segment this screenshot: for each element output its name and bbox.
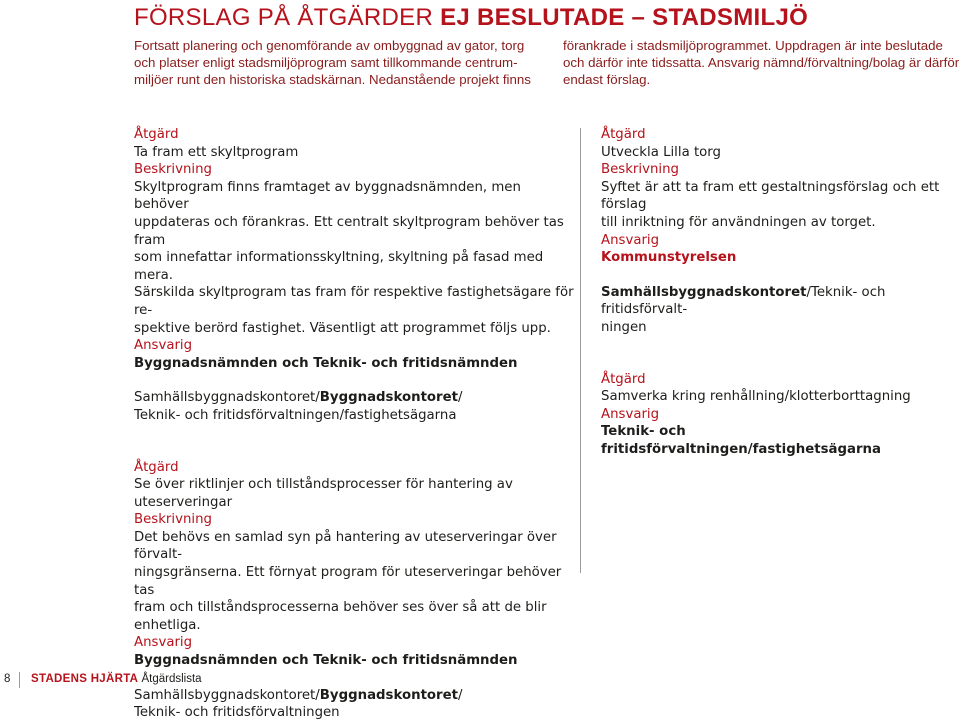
intro-line: miljöer runt den historiska stadskärnan. Nedanstående projekt finns <box>134 72 531 87</box>
responsible-text: Teknik- och fritidsförvaltningen/fastighetsägarna <box>601 424 881 457</box>
description-line: ningsgränserna. Ett förnyat program för uteserveringar behöver tas <box>134 565 562 598</box>
office-text <box>601 284 941 319</box>
intro-line: förankrade i stadsmiljöprogrammet. Uppdragen är inte beslutade <box>563 38 943 53</box>
action-label: Åtgärd <box>601 371 646 387</box>
action-block-skyltprogram <box>134 126 574 425</box>
office-text-line2: Teknik- och fritidsförvaltningen <box>134 705 340 721</box>
intro-line: endast förslag. <box>563 72 651 87</box>
description-line: som innefattar informationsskyltning, skyltning på fasad med mera. <box>134 250 544 283</box>
responsible-text: Kommunstyrelsen <box>601 250 737 266</box>
intro-text-right <box>563 37 960 88</box>
office-text-line2: Teknik- och fritidsförvaltningen/fastighetsägarna <box>134 407 457 423</box>
intro-text-left <box>134 37 544 88</box>
spacer <box>134 372 574 389</box>
intro-line: och platser enligt stadsmiljöprogram samt tillkommande centrum- <box>134 55 518 70</box>
office-slash: / <box>458 687 463 703</box>
action-text: Ta fram ett skyltprogram <box>134 144 299 160</box>
responsible-label: Ansvarig <box>134 635 193 651</box>
responsible-label: Ansvarig <box>601 232 660 248</box>
description-line: fram och tillståndsprocesserna behöver ses över så att de blir enhetliga. <box>134 600 547 633</box>
office-plain: /Teknik- och fritidsförvalt- <box>601 284 886 318</box>
description-line: Det behövs en samlad syn på hantering av uteserveringar över förvalt- <box>134 529 557 563</box>
description-label: Beskrivning <box>134 512 212 528</box>
action-block-lilla-torg <box>601 126 941 337</box>
action-block-renhallning <box>601 371 941 459</box>
responsible-label: Ansvarig <box>601 406 660 422</box>
description-text <box>134 179 574 337</box>
description-line: Syftet är att ta fram ett gestaltningsförslag och ett förslag <box>601 179 940 213</box>
title-bold: EJ BESLUTADE – STADSMILJÖ <box>440 4 809 31</box>
action-label: Åtgärd <box>134 127 179 142</box>
responsible-label: Ansvarig <box>134 338 193 354</box>
office-text-line2: ningen <box>601 319 647 335</box>
description-text <box>134 529 574 635</box>
responsible-text: Byggnadsnämnden och Teknik- och fritidsnämnden <box>134 355 518 371</box>
description-line: Skyltprogram finns framtaget av byggnadsnämnden, men behöver <box>134 179 521 213</box>
page-title <box>134 4 808 32</box>
office-text <box>134 389 574 407</box>
action-text: Se över riktlinjer och tillståndsprocesser för hantering av uteserveringar <box>134 477 513 510</box>
footer-divider <box>19 672 20 688</box>
office-bold: Byggnadskontoret <box>319 390 458 406</box>
description-line: uppdateras och förankras. Ett centralt skyltprogram behöver tas fram <box>134 214 564 248</box>
spacer <box>601 337 941 371</box>
right-column <box>601 126 941 459</box>
title-light: FÖRSLAG PÅ ÅTGÄRDER <box>134 4 434 31</box>
spacer <box>134 425 574 459</box>
description-label: Beskrivning <box>601 162 679 178</box>
description-line: Särskilda skyltprogram tas fram för respektive fastighetsägare för re- <box>134 285 574 318</box>
office-plain: Samhällsbyggnadskontoret/ <box>134 687 320 703</box>
office-plain: Samhällsbyggnadskontoret/ <box>134 390 320 406</box>
left-column <box>134 126 574 722</box>
brand-name: STADENS HJÄRTA <box>31 673 139 685</box>
page-footer <box>0 672 960 690</box>
description-line: till inriktning för användningen av torget. <box>601 214 876 230</box>
intro-line: och därför inte tidssatta. Ansvarig nämnd/förvaltning/bolag är därför <box>563 55 960 70</box>
intro-line: Fortsatt planering och genomförande av ombyggnad av gator, torg <box>134 38 525 53</box>
responsible-text: Byggnadsnämnden och Teknik- och fritidsnämnden <box>134 653 518 669</box>
description-line: spektive berörd fastighet. Väsentligt att programmet följs upp. <box>134 320 551 336</box>
office-slash: / <box>458 390 463 406</box>
action-label: Åtgärd <box>134 459 179 475</box>
footer-text <box>31 673 202 685</box>
action-label: Åtgärd <box>601 127 646 142</box>
office-bold: Samhällsbyggnadskontoret <box>601 284 807 300</box>
action-text: Utveckla Lilla torg <box>601 144 721 160</box>
description-text <box>601 179 941 232</box>
office-bold: Byggnadskontoret <box>319 687 458 703</box>
column-divider <box>580 128 581 573</box>
document-title: Åtgärdslista <box>141 673 202 685</box>
spacer <box>601 267 941 284</box>
page-number: 8 <box>4 673 11 685</box>
action-text: Samverka kring renhållning/klotterborttagning <box>601 389 911 405</box>
description-label: Beskrivning <box>134 162 212 178</box>
